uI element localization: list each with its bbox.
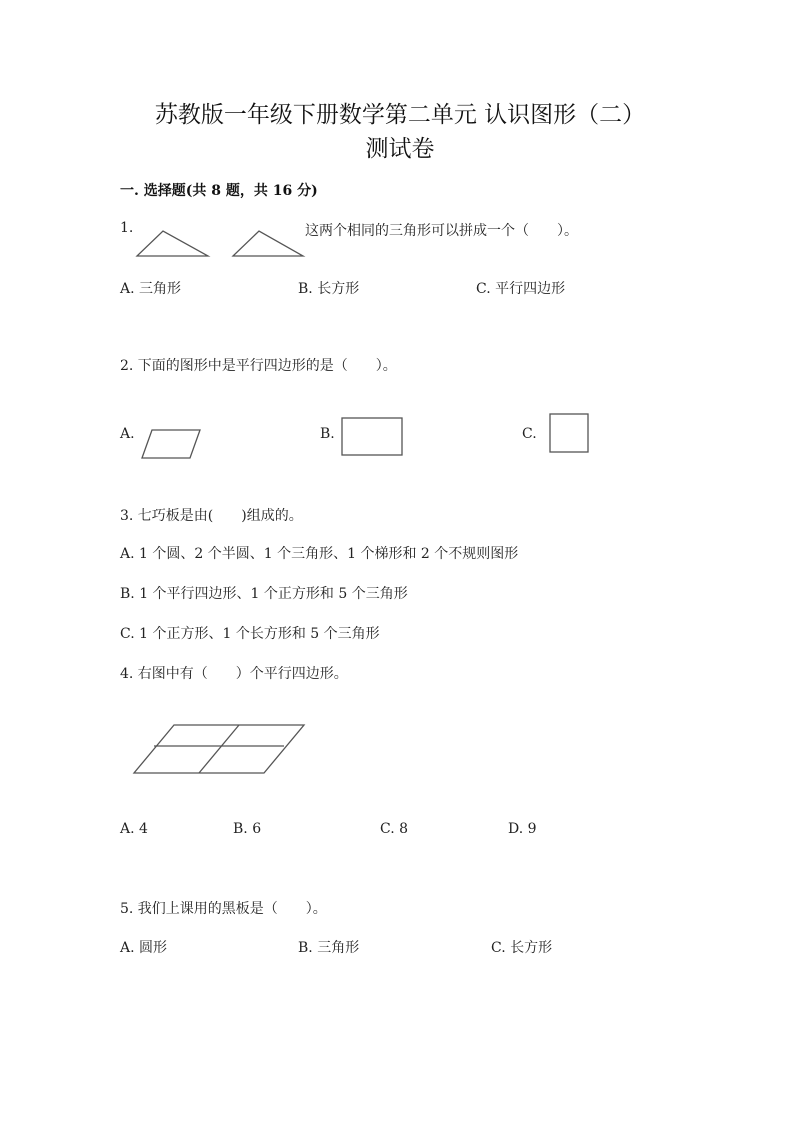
- question-4-text: 4. 右图中有（ ）个平行四边形。: [120, 666, 348, 682]
- q3-option-a[interactable]: A. 1 个圆、2 个半圆、1 个三角形、1 个梯形和 2 个不规则图形: [120, 546, 519, 562]
- q4-option-d[interactable]: D. 9: [508, 821, 537, 837]
- q4-option-c[interactable]: C. 8: [380, 821, 409, 837]
- section-heading: 一. 选择题(共 8 题，共 16 分): [120, 183, 318, 199]
- question-5-text: 5. 我们上课用的黑板是（ ）。: [120, 901, 327, 917]
- q5-option-a[interactable]: A. 圆形: [120, 940, 168, 956]
- question-2-text: 2. 下面的图形中是平行四边形的是（ ）。: [120, 358, 397, 374]
- q1-option-a[interactable]: A. 三角形: [120, 281, 182, 297]
- q3-option-c[interactable]: C. 1 个正方形、1 个长方形和 5 个三角形: [120, 626, 380, 642]
- q5-option-b[interactable]: B. 三角形: [298, 940, 360, 956]
- q5-option-c[interactable]: C. 长方形: [491, 940, 553, 956]
- page-subtitle: 测试卷: [365, 136, 435, 162]
- q4-middle-slant: [199, 725, 239, 773]
- q2-option-b-label[interactable]: B.: [320, 426, 335, 442]
- q1-option-c[interactable]: C. 平行四边形: [476, 281, 566, 297]
- q2-option-c-label[interactable]: C.: [522, 426, 537, 442]
- q1-option-b[interactable]: B. 长方形: [298, 281, 360, 297]
- q4-option-b[interactable]: B. 6: [233, 821, 262, 837]
- q2-option-a-label[interactable]: A.: [120, 426, 135, 442]
- q3-option-b[interactable]: B. 1 个平行四边形、1 个正方形和 5 个三角形: [120, 586, 408, 602]
- question-3-text: 3. 七巧板是由( )组成的。: [120, 508, 303, 524]
- q4-option-a[interactable]: A. 4: [120, 821, 148, 837]
- page-title: 苏教版一年级下册数学第二单元 认识图形（二）: [154, 102, 646, 128]
- question-1-number: 1.: [120, 220, 134, 236]
- question-1-text: 这两个相同的三角形可以拼成一个（ ）。: [305, 223, 578, 239]
